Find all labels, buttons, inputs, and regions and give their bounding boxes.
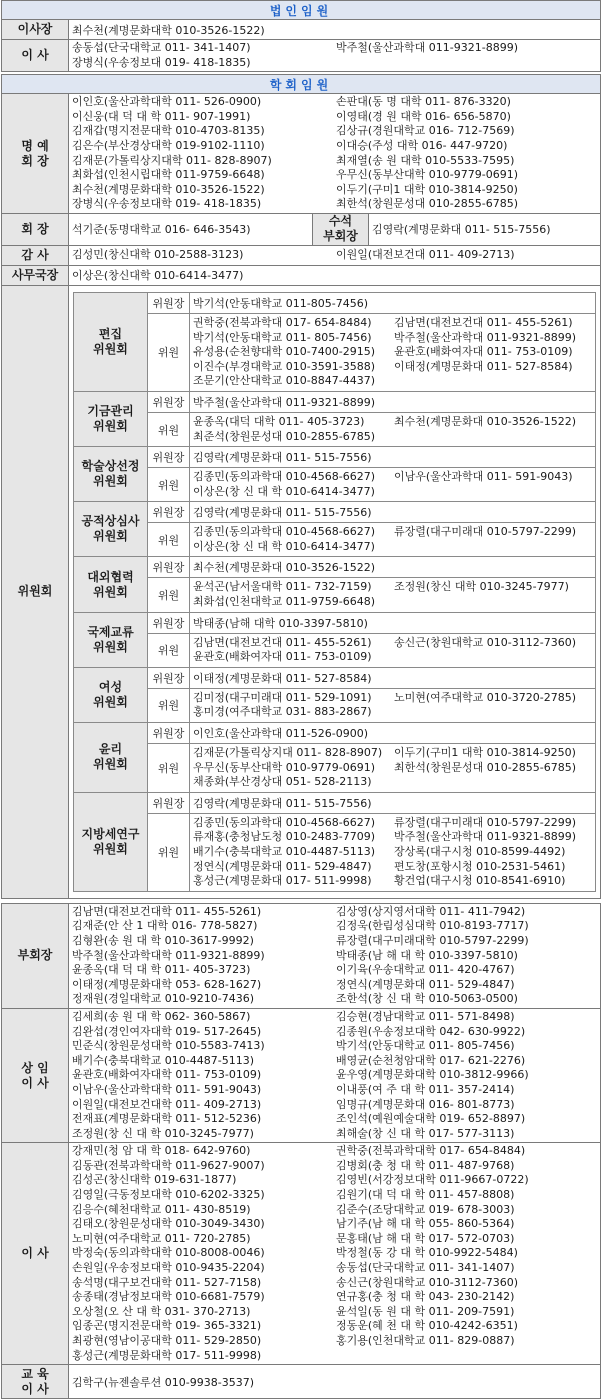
name-entry: 김재갑(명지전문대학 010-4703-8135) [72,124,265,138]
name-row [193,705,595,720]
name-row [72,919,600,934]
standing-directors-list [69,1008,601,1142]
name-entry: 권학중(전북과학대학 017- 654-8484) [336,1144,526,1158]
corp-section-title: 법인임원 [2,1,601,20]
name-entry: 박주철(울산과학대 011-9321-8899) [394,830,577,844]
name-entry: 장병식(우송정보대 019- 418-1835) [72,55,251,69]
name-entry: 김미정(대구미래대 011- 529-1091) [193,690,372,704]
name-entry: 이태정(계명문화대학 053- 628-1627) [72,977,262,991]
committee-member-role: 위원 [148,744,190,793]
committee-chair: 박주철(울산과학대 011-9321-8899) [190,391,596,412]
name-row [193,650,595,665]
president-value: 석기준(동명대학교 016- 646-3543) [69,213,313,245]
name-entry [394,485,595,500]
name-entry: 김종민(동의과학대 010-4568-6627) [193,470,376,484]
name-entry: 조문기(안산대학교 010-8847-4437) [193,374,376,388]
name-entry: 홍성근(계명문화대학 017- 511-9998) [72,1348,262,1362]
name-row [72,1010,600,1025]
name-row [72,1203,600,1218]
name-entry: 최재열(송 원 대학 010-5533-7595) [336,153,515,167]
name-row [72,978,600,993]
name-row [193,345,595,360]
name-entry: 송석명(대구보건대학 011- 527-7158) [72,1275,262,1289]
committee-members [190,744,596,793]
name-entry: 김영빈(서강정보대학 011-9667-0722) [336,1173,529,1187]
name-entry: 윤석곤(남서울대학 011- 732-7159) [193,580,372,594]
committee-chair: 김영락(계명문화대 011- 515-7556) [190,447,596,468]
name-entry: 김성곤(창신대학 019-631-1877) [72,1173,237,1187]
committee-chair-role: 위원장 [148,667,190,688]
name-entry: 우무신(동부산대학 010-9779-0691) [336,168,519,182]
name-entry: 김재준(안 산 1 대학 016- 778-5827) [72,919,258,933]
name-row [193,470,595,485]
name-row [72,1276,600,1291]
name-entry: 최광현(영남이공대학 011- 529-2850) [72,1334,262,1347]
name-entry: 연규홍(충 청 대 학 043- 230-2142) [336,1290,515,1304]
name-entry: 홍기용(인천대학교 011- 829-0887) [336,1334,515,1347]
name-row [72,1349,600,1364]
name-entry: 윤석일(동 원 대 학 011- 209-7591) [336,1304,515,1318]
committee-members [190,313,596,391]
name-entry: 김남면(대전보건대 011- 455-5261) [193,635,372,649]
name-row [72,1098,600,1113]
senior-vp-label: 수석 부회장 [313,213,369,245]
name-row [193,430,595,445]
committee-member-role: 위원 [148,578,190,612]
name-entry: 윤관호(배화여자대 011- 753-0109) [193,650,372,664]
name-entry: 이기육(우송대학교 011- 420-4767) [336,963,515,977]
name-row [193,595,595,610]
name-entry: 김종민(동의과학대 010-4568-6627) [193,525,376,539]
committees-table [73,292,596,892]
name-row [193,415,595,430]
committee-chair: 박태종(남해 대학 010-3397-5810) [190,612,596,633]
committee-member-role: 위원 [148,468,190,502]
committee-name: 여성 위원회 [74,667,148,722]
committee-members [190,523,596,557]
name-row [72,1173,600,1188]
auditor-list [69,245,601,265]
edu-director-value: 김학구(뉴젠솔루션 010-9938-3537) [69,1365,601,1399]
name-entry: 정재원(경일대학교 010-9210-7436) [72,992,255,1006]
committee-chair-role: 위원장 [148,557,190,578]
committee-chair-role: 위원장 [148,391,190,412]
committee-chair-role: 위원장 [148,292,190,313]
committee-member-role: 위원 [148,523,190,557]
name-entry: 송동섭(단국대학교 011- 341-1407) [336,1261,515,1275]
name-entry: 노미현(여주대학교 011- 720-2785) [72,1231,251,1245]
committee-member-role: 위원 [148,412,190,446]
name-entry: 박주철(울산과학대 011-9321-8899) [336,41,519,54]
vp-list [69,903,601,1008]
name-entry: 황건업(대구시청 010-8541-6910) [394,874,566,888]
name-entry: 우무신(동부산대학 010-9779-0691) [193,760,376,774]
name-entry: 김남면(대전보건대학 011- 455-5261) [72,904,262,918]
name-entry: 남기주(남 해 대 학 055- 860-5364) [336,1217,515,1231]
name-entry: 이상은(창 신 대 학 010-6414-3477) [193,539,375,553]
name-entry: 강재민(청 암 대 학 018- 642-9760) [72,1144,251,1158]
name-entry: 류재홍(충청남도청 010-2483-7709) [193,830,376,844]
name-entry: 조인석(예원예술대학 019- 652-8897) [336,1112,526,1126]
name-entry: 박주철(울산과학대 011-9321-8899) [394,330,577,344]
name-entry: 정동운(혜 천 대 학 010-4242-6351) [336,1319,518,1333]
name-entry: 김성민(창신대학 010-2588-3123) [72,248,244,262]
name-row [193,360,595,375]
name-row [72,1068,600,1083]
name-entry: 권학중(전북과학대 017- 654-8484) [193,315,372,329]
name-entry: 홍미경(여주대학교 031- 883-2867) [193,705,372,719]
committees-body [74,292,596,891]
auditor-label: 감 사 [2,245,69,265]
name-row [72,963,600,978]
name-row [72,1290,600,1305]
name-entry: 박기석(안동대학교 011- 805-7456) [193,330,372,344]
name-entry: 배기수(충북대학교 010-4487-5113) [72,1053,255,1067]
name-row [72,1334,600,1349]
committees-label: 위원회 [2,285,69,898]
committee-chair: 이태정(계명문화대 011- 527-8584) [190,667,596,688]
name-entry: 류장렬(대구미래대학 010-5797-2299) [336,933,529,947]
committee-members [190,578,596,612]
name-entry: 배영균(순천청암대학 017- 621-2276) [336,1053,526,1067]
name-entry: 김응수(혜천대학교 011- 430-8519) [72,1202,251,1216]
name-entry: 김승현(경남대학교 011- 571-8498) [336,1009,515,1023]
senior-vp-value: 김영락(계명문화대 011- 515-7556) [369,213,601,245]
name-entry: 김세희(송 원 대 학 062- 360-5867) [72,1009,251,1023]
committee-chair: 최수천(계명문화대 010-3526-1522) [190,557,596,578]
committee-name: 학술상선정 위원회 [74,447,148,502]
name-entry: 김상규(경원대학교 016- 712-7569) [336,124,515,138]
name-entry: 김형완(송 원 대 학 010-3617-9992) [72,933,254,947]
name-entry: 류장렬(대구미래대 010-5797-2299) [394,525,577,539]
name-row [72,1144,600,1159]
name-entry: 정연식(계명문화대 011- 529-4847) [193,859,372,873]
name-entry: 채종화(부산경상대 051- 528-2113) [193,775,372,789]
name-entry: 박정숙(동의과학대학 010-8008-0046) [72,1246,265,1260]
name-row [193,874,595,889]
committee-name: 편집 위원회 [74,292,148,391]
committee-members [190,688,596,722]
corp-officers-table [1,0,601,72]
name-row [72,1188,600,1203]
committee-chair-role: 위원장 [148,792,190,813]
name-entry [394,540,595,555]
name-row [193,775,595,790]
committees-cell [69,285,601,898]
name-entry: 최수천(계명문화대학 010-3526-1522) [72,182,265,196]
honorary-label: 명 예 회 장 [2,94,69,214]
name-entry: 김준수(조당대학교 019- 678-3003) [336,1202,515,1216]
name-row [72,992,600,1007]
committee-members [190,813,596,891]
name-entry: 김병회(충 청 대 학 011- 487-9768) [336,1158,515,1172]
committee-chair-role: 위원장 [148,612,190,633]
name-row [193,845,595,860]
name-row [193,636,595,651]
name-row [72,1261,600,1276]
corp-directors-list [69,40,601,72]
name-entry: 손원일(우송정보대학 010-9435-2204) [72,1261,265,1275]
name-row [72,1217,600,1232]
committee-chair: 김영락(계명문화대 011- 515-7556) [190,502,596,523]
name-entry: 최해술(창 신 대 학 017- 577-3113) [336,1126,515,1140]
name-entry: 민준식(창원문성대학 010-5583-7413) [72,1039,265,1053]
name-entry: 윤관호(배화여자대학 011- 753-0109) [72,1068,262,1082]
name-row [193,746,595,761]
name-entry: 이태정(계명문화대 011- 527-8584) [394,359,573,373]
committee-members [190,468,596,502]
committee-name: 윤리 위원회 [74,723,148,793]
directors-label: 이 사 [2,1143,69,1365]
name-entry: 이내풍(여 주 대 학 011- 357-2414) [336,1082,515,1096]
committee-chair: 김영락(계명문화대 011- 515-7556) [190,792,596,813]
name-entry: 윤종옥(대 덕 대 학 011- 405-3723) [72,963,251,977]
name-entry [394,374,595,389]
name-entry: 류장렬(대구미래대 010-5797-2299) [394,815,577,829]
name-row [72,949,600,964]
secgen-value: 이상은(창신대학 010-6414-3477) [69,265,601,285]
name-row [72,1319,600,1334]
name-entry: 송동섭(단국대학교 011- 341-1407) [72,41,251,54]
honorary-list [69,94,601,214]
name-entry: 김원기(대 덕 대 학 011- 457-8808) [336,1188,515,1202]
corp-directors-label: 이 사 [2,40,69,72]
name-entry: 이진수(부경대학교 010-3591-3588) [193,359,376,373]
name-entry [336,56,600,71]
name-entry: 최화섭(인천시립대학 011-9759-6648) [72,168,265,182]
name-entry: 김은수(부산경상대학 019-9102-1110) [72,138,265,152]
committee-chair-role: 위원장 [148,502,190,523]
name-row [72,1127,600,1142]
name-entry: 이신웅(대 덕 대 학 011- 907-1991) [72,109,251,123]
name-entry [394,705,595,720]
name-entry: 송신근(창원대학교 010-3112-7360) [394,635,577,649]
name-row [193,580,595,595]
name-entry: 김남면(대전보건대 011- 455-5261) [394,315,573,329]
name-entry: 김정욱(한림성심대학 010-8193-7717) [336,919,529,933]
secgen-label: 사무국장 [2,265,69,285]
name-row [72,1025,600,1040]
name-row [72,1159,600,1174]
standing-directors-label: 상 임 이 사 [2,1008,69,1142]
name-entry: 이남우(울산과학대 011- 591-9043) [394,470,573,484]
edu-director-label: 교 육 이 사 [2,1365,69,1399]
name-entry: 조한석(창 신 대 학 010-5063-0500) [336,992,518,1006]
name-entry [394,595,595,610]
name-entry: 임종곤(명지전문대학 019- 365-3321) [72,1319,262,1333]
name-entry: 박정철(동 강 대 학 010-9922-5484) [336,1246,518,1260]
name-entry: 최수천(계명문화대 010-3526-1522) [394,414,577,428]
name-entry: 편도창(포항시청 010-2531-5461) [394,859,566,873]
name-entry: 전재표(계명문화대학 011- 512-5236) [72,1112,262,1126]
name-entry: 이두기(구미1 대학 010-3814-9250) [336,182,518,196]
name-entry [394,650,595,665]
name-entry: 김상영(상지영서대학 011- 411-7942) [336,904,526,918]
name-entry: 장상록(대구시청 010-8599-4492) [394,845,566,858]
name-entry: 손판대(동 명 대학 011- 876-3320) [336,95,511,109]
committee-member-role: 위원 [148,813,190,891]
name-row [72,1054,600,1069]
name-entry: 김완섭(경인여자대학 019- 517-2645) [72,1024,262,1038]
name-row [72,1232,600,1247]
name-row [72,1246,600,1261]
name-entry: 임명규(계명문화대 016- 801-8773) [336,1097,515,1111]
name-entry: 이남우(울산과학대학 011- 591-9043) [72,1082,262,1096]
committee-member-role: 위원 [148,688,190,722]
name-entry: 문홍태(남 해 대 학 017- 572-0703) [336,1231,515,1245]
name-entry [394,775,595,790]
committee-members [190,412,596,446]
name-row [72,1112,600,1127]
name-row [193,540,595,555]
name-entry: 이대승(주성 대학 016- 447-9720) [336,138,508,152]
name-entry: 최한석(창원문성대 010-2855-6785) [336,197,519,211]
name-entry: 김종민(동의과학대 010-4568-6627) [193,815,376,829]
name-row [193,816,595,831]
name-row [72,905,600,920]
name-row [72,1039,600,1054]
name-entry: 이원일(대전보건대 011- 409-2713) [336,248,515,262]
name-row [193,691,595,706]
name-row [72,934,600,949]
directors-list [69,1143,601,1365]
name-row [193,860,595,875]
committee-name: 공적상심사 위원회 [74,502,148,557]
name-entry: 김재문(가톨릭상지대 011- 828-8907) [193,746,383,760]
name-row [72,1083,600,1098]
committee-member-role: 위원 [148,313,190,391]
committee-member-role: 위원 [148,633,190,667]
name-row [72,1305,600,1320]
name-entry: 오상철(오 산 대 학 031- 370-2713) [72,1304,251,1318]
name-row [193,761,595,776]
name-entry: 이두기(구미1 대학 010-3814-9250) [394,746,576,760]
chair-value: 최수천(계명문화대학 010-3526-1522) [69,20,601,40]
members-table [1,903,601,1399]
name-entry: 박태종(남 해 대 학 010-3397-5810) [336,948,518,962]
name-row [193,525,595,540]
name-entry: 조정원(창 신 대 학 010-3245-7977) [72,1126,254,1140]
name-entry: 노미현(여주대학교 010-3720-2785) [394,690,577,704]
name-entry: 송신근(창원대학교 010-3112-7360) [336,1275,519,1289]
name-row [193,316,595,331]
society-officers-table [1,74,601,899]
committee-chair: 이인호(울산과학대 011-526-0900) [190,723,596,744]
society-section-title: 학회임원 [2,75,601,94]
name-entry: 윤종옥(대덕 대학 011- 405-3723) [193,414,365,428]
committee-name: 국제교류 위원회 [74,612,148,667]
name-entry: 홍성근(계명문화대 017- 511-9998) [193,874,372,888]
committee-chair-role: 위원장 [148,723,190,744]
name-entry: 김종원(우송정보대학 042- 630-9922) [336,1024,526,1038]
name-entry: 배기수(충북대학교 010-4487-5113) [193,845,376,858]
name-entry: 김영일(극동정보대학 010-6202-3325) [72,1188,265,1202]
name-entry: 송종태(경남정보대학 010-6681-7579) [72,1290,265,1304]
name-entry [336,1349,600,1364]
name-entry: 박기석(안동대학교 011- 805-7456) [336,1039,515,1053]
name-entry: 김동관(전북과학대학 011-9627-9007) [72,1158,265,1172]
president-label: 회 장 [2,213,69,245]
name-entry: 김태오(창원문성대학 010-3049-3430) [72,1217,265,1231]
committee-name: 대외협력 위원회 [74,557,148,612]
name-entry: 최화섭(인천대학교 011-9759-6648) [193,595,376,609]
name-entry: 장병식(우송정보대학 019- 418-1835) [72,197,262,211]
committee-chair: 박기석(안동대학교 011-805-7456) [190,292,596,313]
name-entry: 이상은(창 신 대 학 010-6414-3477) [193,484,375,498]
name-entry: 유성용(순천향대학 010-7400-2915) [193,345,376,359]
name-entry [394,430,595,445]
name-entry: 이인호(울산과학대학 011- 526-0900) [72,95,262,109]
name-entry: 정연식(계명문화대 011- 529-4847) [336,977,515,991]
committee-members [190,633,596,667]
name-entry: 윤우영(계명문화대학 010-3812-9966) [336,1068,529,1082]
name-entry: 이원일(대전보건대학 011- 409-2713) [72,1097,262,1111]
name-entry: 이영태(경 원 대학 016- 656-5870) [336,109,511,123]
vp-label: 부회장 [2,903,69,1008]
name-entry: 김재문(가톨릭상지대학 011- 828-8907) [72,153,272,167]
name-entry: 박주철(울산과학대학 011-9321-8899) [72,948,265,962]
name-row [193,374,595,389]
name-entry: 최준석(창원문성대 010-2855-6785) [193,429,376,443]
name-entry: 최한석(창원문성대 010-2855-6785) [394,760,577,774]
name-row [193,331,595,346]
committee-name: 기금관리 위원회 [74,391,148,446]
name-entry: 조정원(창신 대학 010-3245-7977) [394,580,569,594]
name-entry: 윤관호(배화여자대 011- 753-0109) [394,345,573,359]
chair-label: 이사장 [2,20,69,40]
name-row [193,830,595,845]
name-row [193,485,595,500]
committee-chair-role: 위원장 [148,447,190,468]
committee-name: 지방세연구 위원회 [74,792,148,891]
